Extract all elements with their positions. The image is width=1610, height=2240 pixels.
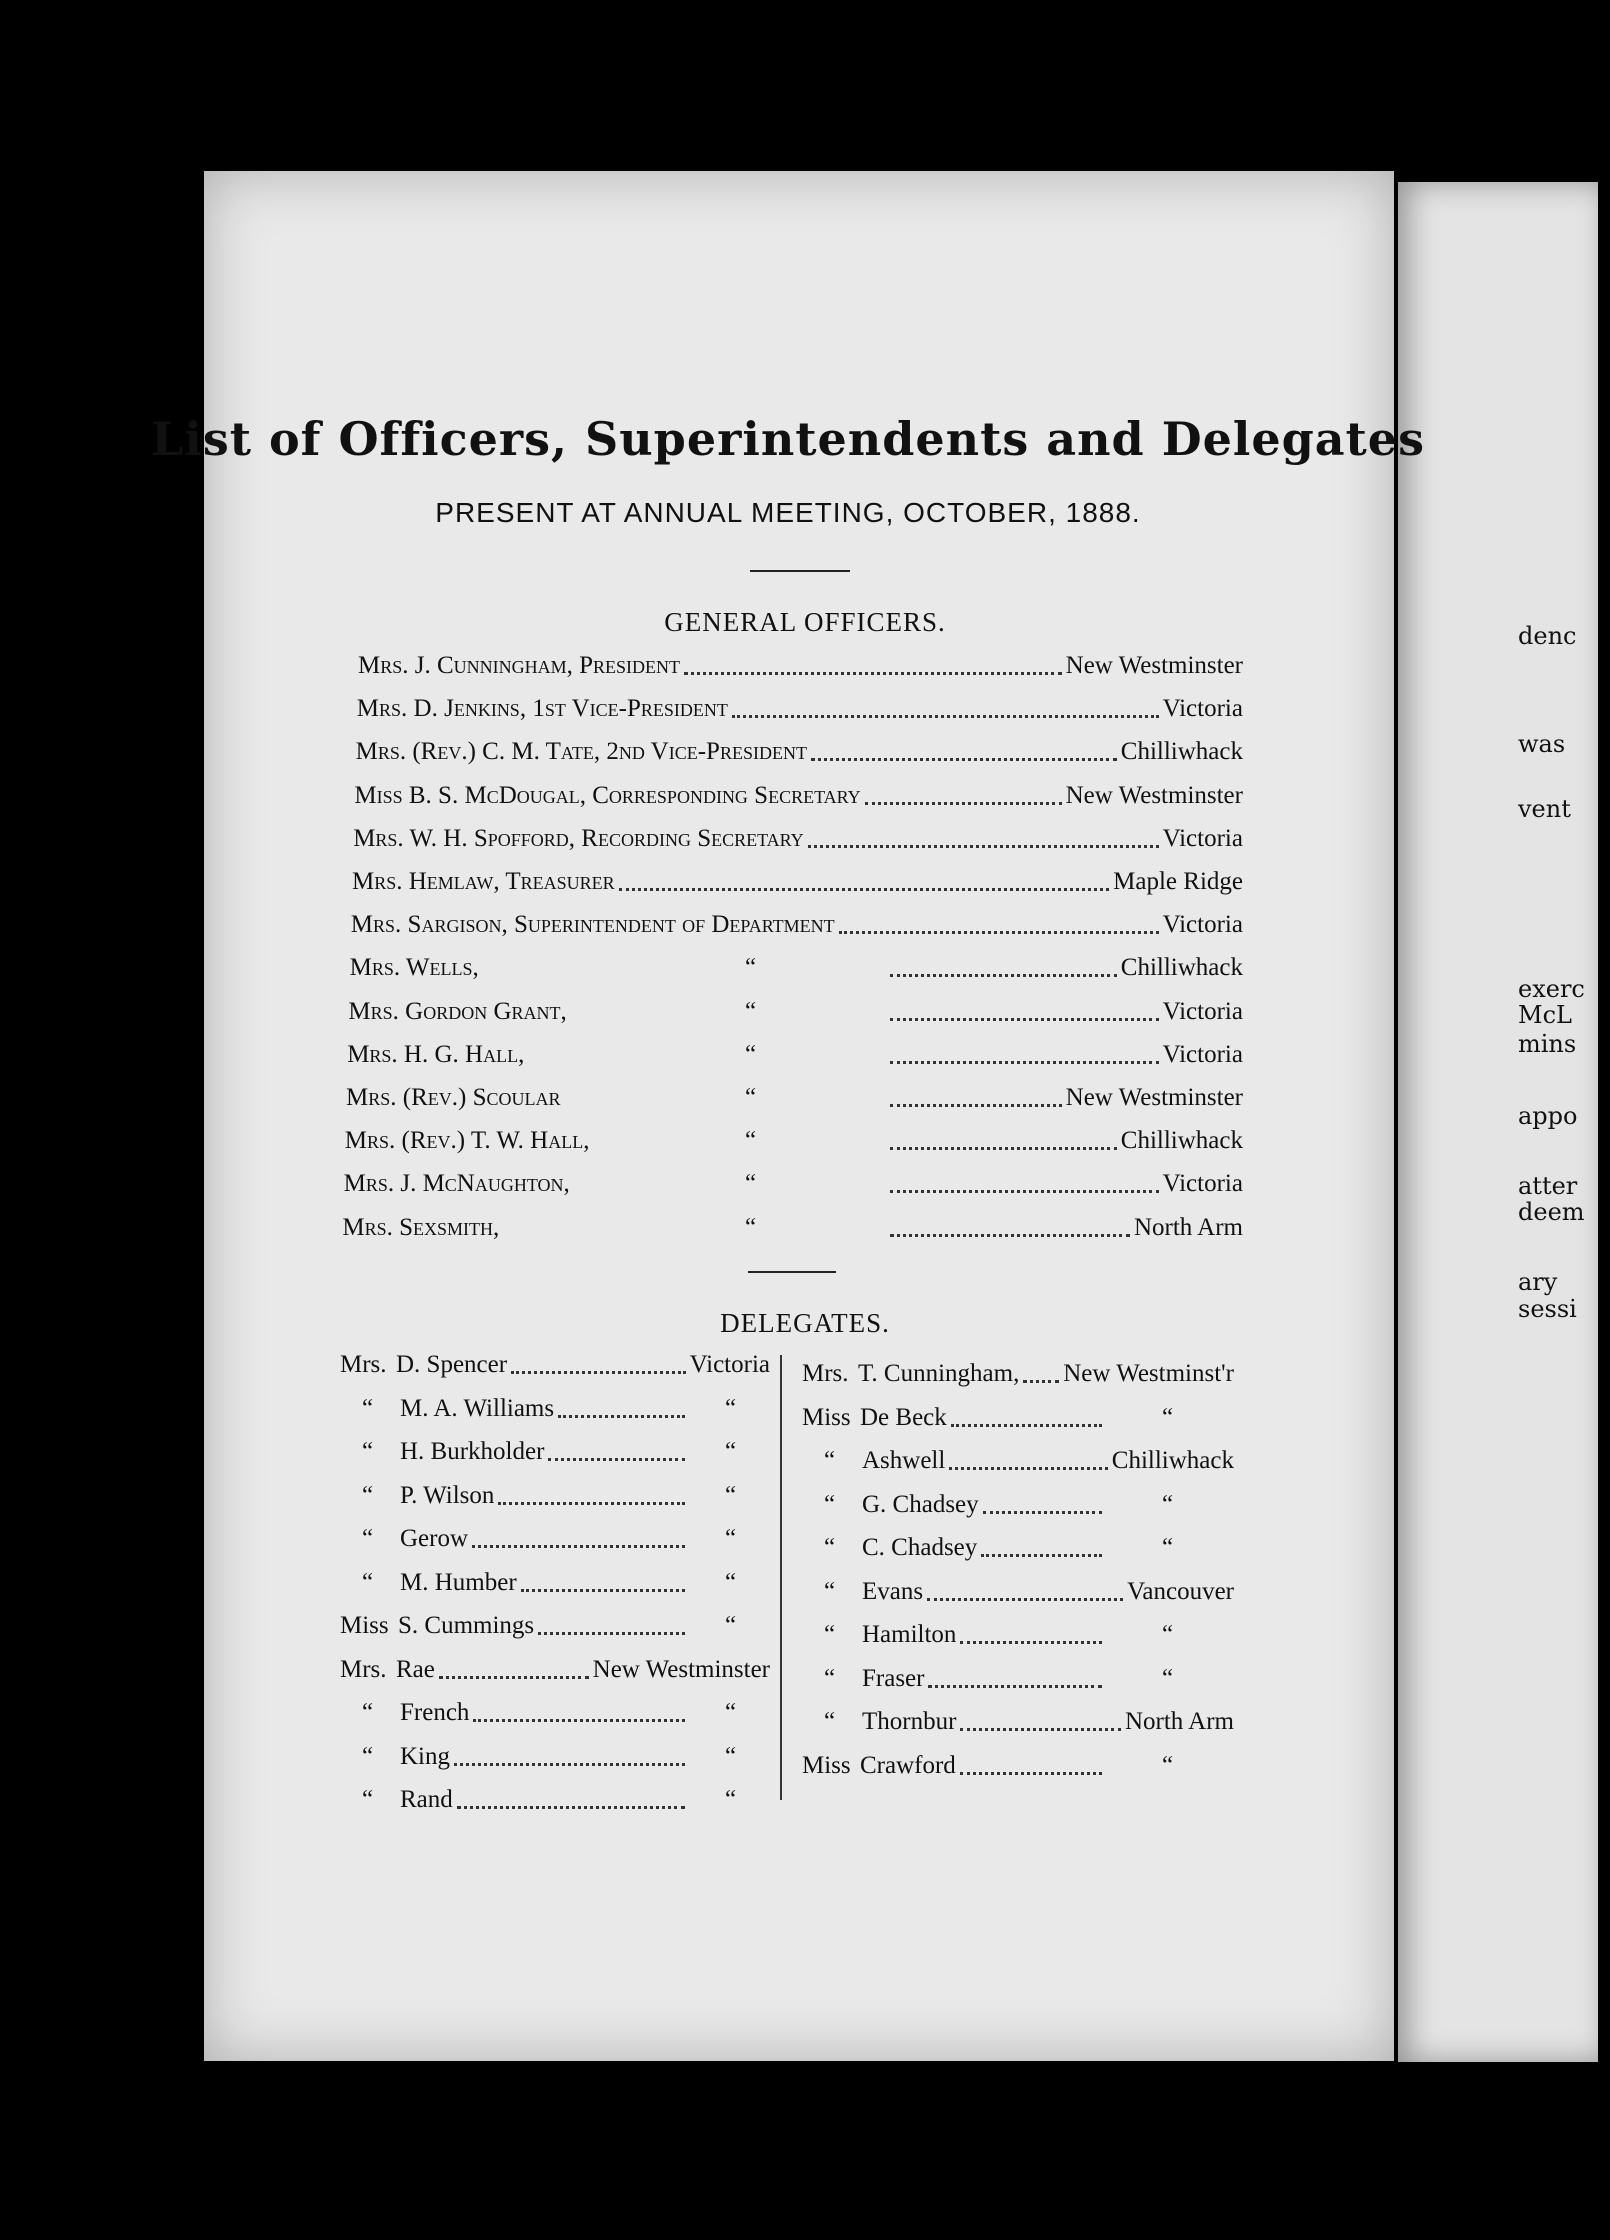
dot-leader (981, 1554, 1102, 1557)
delegate-row (340, 1743, 770, 1779)
delegate-prefix: “ (824, 1577, 836, 1605)
delegate-prefix: “ (362, 1481, 374, 1509)
delegate-place: “ (725, 1699, 737, 1726)
dot-leader (558, 1415, 685, 1418)
next-page-fragment: deem (1518, 1198, 1585, 1226)
delegate-place: “ (725, 1568, 737, 1596)
delegate-place: “ (725, 1525, 737, 1552)
next-page-fragment: vent (1518, 795, 1571, 823)
delegate-name: Gerow (400, 1525, 469, 1552)
next-page-fragment: ary (1518, 1268, 1558, 1296)
officer-place: Victoria (1162, 1040, 1243, 1068)
delegate-name: S. Cummings (398, 1612, 535, 1639)
delegate-place: “ (725, 1742, 737, 1770)
dot-leader (983, 1511, 1102, 1514)
delegate-place: Vancouver (1127, 1577, 1234, 1605)
officer-row (358, 652, 1243, 688)
delegate-prefix: Miss (802, 1403, 851, 1431)
officer-name: Mrs. (Rev.) C. M. Tate, 2nd Vice-President (355, 738, 807, 766)
officer-place: Victoria (1162, 695, 1243, 723)
delegate-name: Fraser (862, 1664, 925, 1692)
officer-place: Chilliwhack (1120, 1127, 1243, 1155)
dot-leader (457, 1806, 685, 1809)
ditto-mark: “ (744, 1170, 757, 1198)
officer-name: Mrs. J. Cunningham, President (358, 652, 681, 679)
delegate-name: French (400, 1699, 470, 1726)
officer-row (351, 911, 1243, 947)
ditto-mark: “ (744, 1127, 757, 1155)
dot-leader (732, 715, 1159, 718)
column-divider (780, 1355, 782, 1800)
delegate-name: Ashwell (862, 1447, 946, 1474)
page-subtitle: PRESENT AT ANNUAL MEETING, OCTOBER, 1888. (435, 497, 1141, 528)
delegate-prefix: Mrs. (340, 1351, 387, 1378)
delegate-place: “ (725, 1786, 737, 1813)
delegate-prefix: “ (362, 1394, 374, 1422)
ditto-mark: “ (745, 1084, 757, 1111)
delegate-row (340, 1438, 770, 1474)
dot-leader (473, 1719, 685, 1722)
delegate-prefix: “ (824, 1708, 836, 1735)
delegate-row (340, 1612, 770, 1648)
delegate-prefix: Miss (802, 1751, 851, 1779)
delegate-prefix: “ (362, 1525, 374, 1552)
delegate-place: New Westminst'r (1063, 1360, 1234, 1387)
delegate-name: D. Spencer (396, 1351, 508, 1378)
officer-name: Mrs. Gordon Grant, (348, 997, 567, 1025)
delegate-place: New Westminster (592, 1655, 770, 1683)
delegate-row (802, 1578, 1234, 1614)
dot-leader (454, 1763, 685, 1766)
officer-place: New Westminster (1065, 1084, 1243, 1111)
delegate-name: Rand (400, 1786, 453, 1813)
delegate-place: “ (725, 1481, 737, 1509)
delegate-name: G. Chadsey (862, 1490, 979, 1518)
delegate-row (340, 1699, 770, 1735)
dot-leader (890, 1147, 1117, 1150)
delegate-row (340, 1525, 770, 1561)
next-page-fragment: was (1518, 730, 1566, 758)
ditto-mark: “ (744, 1213, 757, 1241)
dot-leader (538, 1632, 685, 1635)
dot-leader (811, 758, 1117, 761)
officer-row (352, 868, 1243, 904)
general-officers-heading: GENERAL OFFICERS. (664, 607, 946, 637)
officer-place: New Westminster (1065, 652, 1243, 679)
delegate-row (802, 1665, 1234, 1701)
delegate-place: Chilliwhack (1111, 1447, 1234, 1474)
dot-leader (890, 1061, 1159, 1064)
dot-leader (890, 1234, 1130, 1237)
officer-row (357, 695, 1243, 731)
delegate-place: “ (725, 1612, 737, 1639)
delegate-prefix: “ (362, 1438, 374, 1465)
officer-row (347, 1041, 1243, 1077)
officer-name: Mrs. (Rev.) Scoular (346, 1084, 561, 1111)
dot-leader (684, 672, 1062, 675)
officer-row (345, 1127, 1243, 1163)
delegate-prefix: “ (824, 1621, 836, 1648)
next-page-fragment: mins (1518, 1030, 1577, 1058)
delegate-name: King (400, 1742, 450, 1770)
delegate-prefix: Miss (340, 1612, 389, 1639)
officer-place: Chilliwhack (1120, 954, 1243, 982)
dot-leader (619, 888, 1109, 891)
delegate-prefix: “ (824, 1664, 836, 1692)
dot-leader (521, 1589, 685, 1592)
officer-place: Victoria (1162, 1170, 1243, 1198)
next-page-fragment: atter (1518, 1172, 1578, 1200)
officer-name: Mrs. J. McNaughton, (343, 1170, 570, 1198)
officer-name: Mrs. (Rev.) T. W. Hall, (344, 1127, 590, 1155)
delegate-place: “ (1162, 1403, 1174, 1431)
dot-leader (949, 1467, 1107, 1470)
delegate-name: Crawford (860, 1751, 956, 1779)
divider (750, 570, 850, 572)
delegate-place: North Arm (1124, 1708, 1234, 1735)
delegate-row (802, 1491, 1234, 1527)
next-page-fragment: sessi (1518, 1295, 1577, 1323)
delegate-place: “ (1162, 1751, 1174, 1779)
delegate-prefix: “ (362, 1699, 374, 1726)
delegate-row (802, 1534, 1234, 1570)
delegate-prefix: “ (824, 1534, 836, 1561)
delegate-name: C. Chadsey (862, 1534, 978, 1561)
officer-place: Chilliwhack (1120, 738, 1243, 766)
officer-place: New Westminster (1065, 781, 1243, 809)
delegate-name: Rae (396, 1655, 435, 1683)
officer-row (346, 1084, 1243, 1120)
dot-leader (890, 1018, 1159, 1021)
delegate-prefix: “ (362, 1786, 374, 1813)
officer-name: Mrs. Wells, (349, 954, 479, 982)
dot-leader (808, 845, 1159, 848)
delegate-place: “ (1162, 1534, 1174, 1561)
dot-leader (472, 1545, 685, 1548)
delegate-place: “ (1162, 1621, 1174, 1648)
delegate-name: Hamilton (862, 1621, 957, 1648)
dot-leader (511, 1371, 686, 1374)
delegate-prefix: Mrs. (340, 1655, 387, 1683)
dot-leader (865, 802, 1062, 805)
officer-place: Victoria (1162, 824, 1243, 852)
dot-leader (548, 1458, 685, 1461)
dot-leader (890, 1190, 1159, 1193)
dot-leader (890, 1104, 1062, 1107)
delegate-row (340, 1482, 770, 1518)
delegate-name: H. Burkholder (400, 1438, 545, 1465)
delegate-name: T. Cunningham, (858, 1360, 1020, 1387)
delegate-row (340, 1656, 770, 1692)
delegate-name: Evans (862, 1577, 924, 1605)
dot-leader (439, 1676, 589, 1679)
delegate-row (802, 1404, 1234, 1440)
delegate-row (340, 1395, 770, 1431)
officer-name: Mrs. D. Jenkins, 1st Vice-President (356, 695, 728, 723)
delegate-place: “ (725, 1438, 737, 1465)
delegate-place: Victoria (689, 1351, 770, 1378)
officer-name: Mrs. W. H. Spofford, Recording Secretary (353, 824, 804, 852)
divider (748, 1271, 836, 1273)
dot-leader (1023, 1380, 1059, 1383)
officer-name: Mrs. Sexsmith, (342, 1213, 500, 1241)
officer-row (354, 782, 1243, 818)
dot-leader (960, 1772, 1102, 1775)
officer-place: Victoria (1162, 997, 1243, 1025)
delegate-row (340, 1569, 770, 1605)
delegate-row (340, 1786, 770, 1822)
officer-row (353, 825, 1243, 861)
delegate-row (802, 1360, 1234, 1396)
delegate-name: De Beck (860, 1403, 947, 1431)
ditto-mark: “ (744, 1040, 757, 1068)
next-page-fragment: exerc (1518, 975, 1585, 1003)
delegate-prefix: “ (362, 1568, 374, 1596)
delegate-name: P. Wilson (400, 1481, 495, 1509)
dot-leader (498, 1502, 685, 1505)
officer-name: Mrs. Sargison, Superintendent of Department (350, 911, 835, 939)
delegate-prefix: Mrs. (802, 1360, 849, 1387)
officer-row (342, 1214, 1243, 1250)
next-page-fragment: McL (1518, 1001, 1572, 1029)
delegate-place: “ (725, 1394, 737, 1422)
officer-name: Mrs. H. G. Hall, (347, 1040, 525, 1068)
delegate-name: M. A. Williams (400, 1394, 555, 1422)
delegate-prefix: “ (824, 1490, 836, 1518)
delegate-row (802, 1752, 1234, 1788)
dot-leader (951, 1424, 1102, 1427)
officer-name: Mrs. Hemlaw, Treasurer (352, 868, 615, 895)
delegate-place: “ (1162, 1490, 1174, 1518)
dot-leader (960, 1728, 1121, 1731)
dot-leader (927, 1598, 1123, 1601)
officer-place: Maple Ridge (1113, 868, 1243, 895)
delegate-row (340, 1351, 770, 1387)
delegate-prefix: “ (362, 1742, 374, 1770)
dot-leader (960, 1641, 1102, 1644)
delegate-row (802, 1621, 1234, 1657)
next-page-fragment: denc (1518, 622, 1577, 650)
officer-row (350, 954, 1243, 990)
officer-row (356, 738, 1243, 774)
ditto-mark: “ (744, 954, 757, 982)
delegate-prefix: “ (824, 1447, 836, 1474)
delegate-name: M. Humber (400, 1568, 517, 1596)
delegate-name: Thornbur (862, 1708, 957, 1735)
officer-place: North Arm (1133, 1213, 1243, 1241)
delegate-row (802, 1708, 1234, 1744)
officer-row (344, 1170, 1243, 1206)
delegates-heading: DELEGATES. (720, 1308, 890, 1338)
ditto-mark: “ (744, 997, 757, 1025)
officer-place: Victoria (1162, 911, 1243, 939)
next-page-fragment: appo (1518, 1102, 1578, 1130)
page-title: List of Officers, Superintendents and Delegates (151, 412, 1425, 466)
dot-leader (928, 1685, 1102, 1688)
delegate-row (802, 1447, 1234, 1483)
delegate-place: “ (1162, 1664, 1174, 1692)
dot-leader (839, 931, 1159, 934)
officer-name: Miss B. S. McDougal, Corresponding Secretary (354, 781, 861, 809)
dot-leader (890, 974, 1117, 977)
officer-row (348, 998, 1243, 1034)
